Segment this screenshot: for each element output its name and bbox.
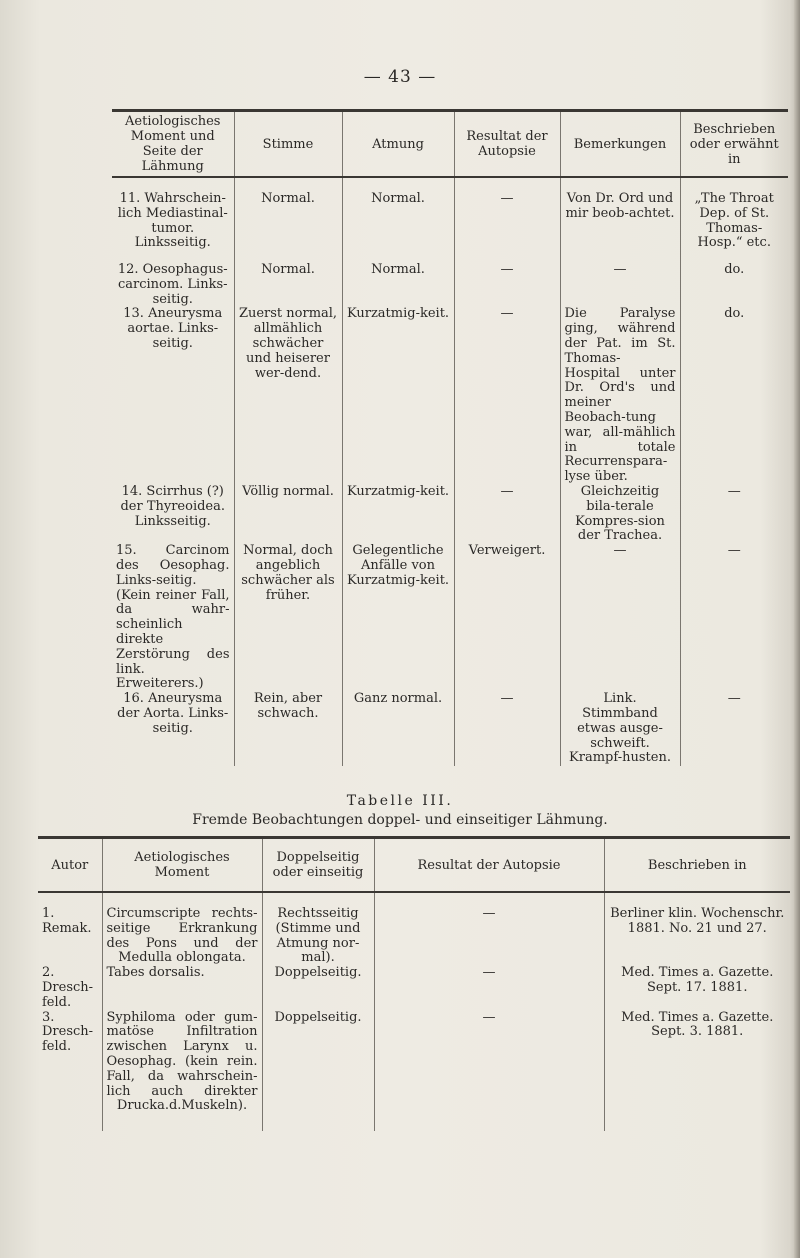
- cell-autopsy: —: [374, 892, 604, 966]
- table1-header-row: [112, 111, 788, 178]
- table-observations: [112, 109, 788, 766]
- cell-autopsy: —: [374, 1011, 604, 1131]
- cell-breathing: Kurzatmig-keit.: [342, 307, 454, 485]
- table-row: [112, 307, 788, 485]
- page-number: — 43 —: [363, 67, 437, 87]
- header-remarks: Bemerkungen: [560, 111, 680, 178]
- cell-author: 1. Remak.: [42, 906, 92, 936]
- cell-breathing: Kurzatmig-keit.: [342, 485, 454, 544]
- cell-aetiology: Tabes dorsalis.: [102, 966, 262, 1010]
- cell-remarks: Von Dr. Ord und mir beob-achtet.: [560, 177, 680, 263]
- table-row: [112, 263, 788, 307]
- table-row: [38, 966, 790, 1010]
- cell-voice: Normal, doch angeblich schwächer als früher.: [234, 544, 342, 692]
- cell-described-in: —: [680, 544, 788, 692]
- cell-autopsy: —: [454, 692, 560, 766]
- cell-voice: Normal.: [234, 263, 342, 307]
- cell-remarks: Link. Stimmband etwas ausge-schweift. Krampf-husten.: [560, 692, 680, 766]
- cell-author: 2. Dresch-feld.: [42, 965, 94, 1010]
- header-aetiology: Aetiologisches Moment: [102, 838, 262, 893]
- cell-remarks: Gleichzeitig bila-terale Kompres-sion der Trachea.: [560, 485, 680, 544]
- cell-voice: Normal.: [234, 177, 342, 263]
- page-edge: [794, 0, 800, 1258]
- table-row: [38, 892, 790, 966]
- cell-breathing: Gelegentliche Anfälle von Kurzatmig-keit.: [342, 544, 454, 692]
- cell-voice: Völlig normal.: [234, 485, 342, 544]
- table-row: [112, 485, 788, 544]
- header-voice: Stimme: [234, 111, 342, 178]
- cell-remarks: —: [560, 544, 680, 692]
- cell-aetiology: 16. Aneurysma der Aorta. Links-seitig.: [117, 691, 229, 736]
- cell-breathing: Normal.: [342, 177, 454, 263]
- cell-aetiology: 13. Aneurysma aortae. Links-seitig.: [123, 306, 223, 351]
- table-row: [38, 1011, 790, 1131]
- cell-described-in: Med. Times a. Gazette. Sept. 3. 1881.: [604, 1011, 790, 1131]
- cell-sidedness: Doppelseitig.: [262, 1011, 374, 1131]
- table2-header-row: [38, 838, 790, 893]
- cell-aetiology: Circumscripte rechts-seitige Erkrankung des Pons und der Medulla oblongata.: [102, 892, 262, 966]
- cell-aetiology: 14. Scirrhus (?) der Thyreoidea. Linksseitig.: [120, 483, 226, 529]
- cell-described-in: „The Throat Dep. of St. Thomas-Hosp.“ etc.: [680, 177, 788, 263]
- header-described-in: Beschrieben in: [604, 838, 790, 893]
- cell-aetiology: 11. Wahrschein-lich Mediastinal-tumor. Linksseitig.: [117, 191, 228, 251]
- cell-autopsy: —: [454, 485, 560, 544]
- cell-autopsy: —: [454, 307, 560, 485]
- table-row: [112, 544, 788, 692]
- cell-breathing: Normal.: [342, 263, 454, 307]
- table-row: [112, 692, 788, 766]
- cell-described-in: do.: [680, 263, 788, 307]
- cell-described-in: —: [680, 692, 788, 766]
- header-author: Autor: [38, 838, 102, 893]
- table-row: [112, 177, 788, 263]
- cell-voice: Rein, aber schwach.: [234, 692, 342, 766]
- cell-autopsy: —: [374, 966, 604, 1010]
- cell-aetiology: Syphiloma oder gum-matöse Infiltration zwischen Larynx u. Oesophag. (kein rein. Fall, da wahrschein-lich auch direkter Drucka.d.Muskeln).: [102, 1011, 262, 1131]
- cell-autopsy: —: [454, 177, 560, 263]
- header-autopsy: Resultat der Autopsie: [454, 111, 560, 178]
- cell-aetiology: 15. Carcinom des Oesophag. Links-seitig. (Kein reiner Fall, da wahr-scheinlich direkte Zerstörung des link. Erweiterers.): [116, 543, 230, 692]
- header-autopsy: Resultat der Autopsie: [374, 838, 604, 893]
- header-described-in: Beschrieben oder erwähnt in: [680, 111, 788, 178]
- header-aetiology: Aetiologisches Moment und Seite der Lähmung: [112, 111, 234, 178]
- cell-remarks: Die Paralyse ging, während der Pat. im St. Thomas-Hospital unter Dr. Ord's und meiner Beobach-tung war, all-mählich in totale Recurrenspara-lyse über.: [560, 307, 680, 485]
- cell-autopsy: —: [454, 263, 560, 307]
- cell-sidedness: Doppelseitig.: [262, 966, 374, 1010]
- cell-described-in: do.: [680, 307, 788, 485]
- header-sidedness: Doppelseitig oder einseitig: [262, 838, 374, 893]
- header-breathing: Atmung: [342, 111, 454, 178]
- cell-described-in: Med. Times a. Gazette. Sept. 17. 1881.: [604, 966, 790, 1010]
- cell-breathing: Ganz normal.: [342, 692, 454, 766]
- cell-described-in: —: [680, 485, 788, 544]
- cell-sidedness: Rechtsseitig (Stimme und Atmung nor-mal).: [262, 892, 374, 966]
- cell-author: 3. Dresch-feld.: [42, 1009, 94, 1055]
- cell-voice: Zuerst normal, allmählich schwächer und heiserer wer-dend.: [234, 307, 342, 485]
- cell-autopsy: Verweigert.: [454, 544, 560, 692]
- cell-remarks: —: [560, 263, 680, 307]
- table-caption-subtitle: Fremde Beobachtungen doppel- und einseitiger Lähmung.: [192, 812, 608, 828]
- table-foreign-observations: [38, 836, 790, 1131]
- table-caption-title: Tabelle III.: [346, 793, 454, 809]
- cell-aetiology: 12. Oesophagus-carcinom. Links-seitig.: [117, 262, 228, 307]
- cell-described-in: Berliner klin. Wochenschr. 1881. No. 21 und 27.: [604, 892, 790, 966]
